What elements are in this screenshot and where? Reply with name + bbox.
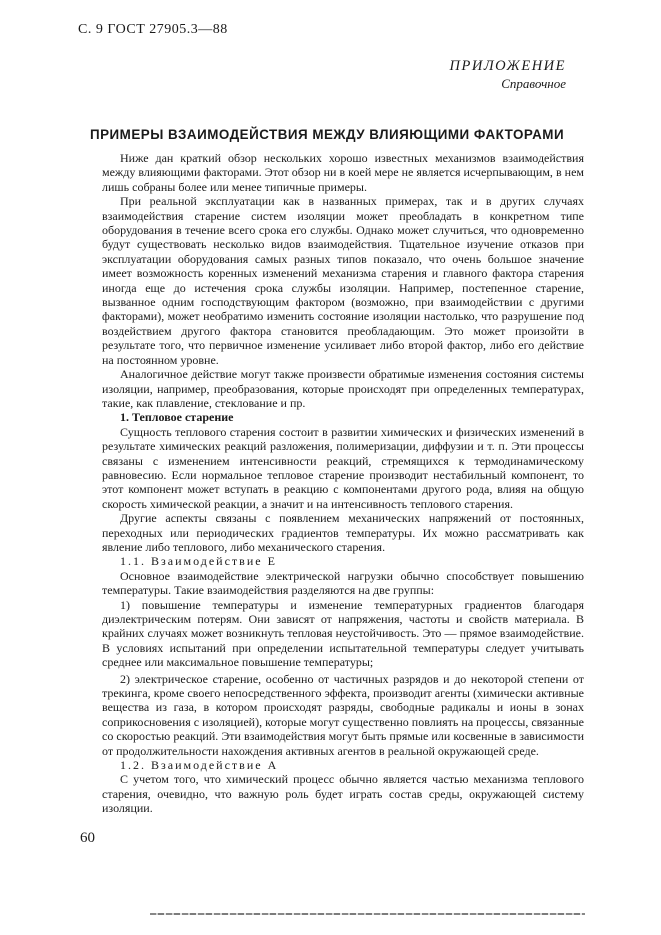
- appendix-subtitle: Справочное: [501, 76, 566, 91]
- appendix-title: ПРИЛОЖЕНИЕ: [449, 58, 566, 74]
- heading-thermal-aging: 1. Тепловое старение: [120, 410, 234, 425]
- section-title: ПРИМЕРЫ ВЗАИМОДЕЙСТВИЯ МЕЖДУ ВЛИЯЮЩИМИ ФАКТОРАМИ: [90, 127, 565, 142]
- paragraph-mechanical-aspects: Другие аспекты связаны с появлением механических напряжений от постоянных, переходных или периодических градиентов температуры. Их можно рассматривать как явление либо теплового, либо механического старения.: [102, 511, 584, 554]
- paragraph-operation: При реальной эксплуатации как в названных примерах, так и в других случаях взаимодействия старение систем изоляции может преобладать в конкретном типе оборудования в течение всего срока его службы. Однако может случиться, что одновременно будут существовать несколько видов взаимодействия. Тщательное изучение отказов при эксплуатации оборудования самых разных типов показало, что очень большое значение имеет возможность коренных изменений механизма старения и главного фактора старения иногда еще до истечения срока службы изоляции. Например, постепенное старение, вызванное одним господствующим фактором (возможно, при взаимодействии с другими факторами), может необратимо изменить состояние изоляции настолько, что разрушение под воздействием другого фактора становится преобладающим. Это может произойти в результате того, что первичное изменение усиливает либо второй фактор, либо его действие на постоянном уровне.: [102, 194, 584, 367]
- scan-artifact-rule: [150, 913, 585, 915]
- body-text: [102, 151, 584, 816]
- paragraph-group-2: 2) электрическое старение, особенно от частичных разрядов и до некоторой степени от трекинга, кроме своего непосредственного эффекта, производит агенты (химически активные вещества из газа, в котором происходят разряды, свободные радикалы и ионы в зонах соприкосновения с изоляцией), которые могут существенно повлиять на процессы, связанные со скоростью реакций. Эти взаимодействия могут быть прямые или косвенные в зависимости от продолжительности нахождения активных агентов в реальной окружающей среде.: [102, 671, 584, 758]
- paragraph-group-1: 1) повышение температуры и изменение температурных градиентов благодаря диэлектрическим потерям. Они зависят от напряжения, частоты и свойств материала. В крайних случаях может возникнуть тепловая неустойчивость. Это — прямое взаимодействие. В условиях испытаний при определении испытательной температуры следует учитывать среднее или максимальное повышение температуры;: [102, 597, 584, 670]
- paragraph-chemical-process: С учетом того, что химический процесс обычно является частью механизма теплового старения, очевидно, что важную роль будет играть состав среды, окружающей систему изоляции.: [102, 772, 584, 816]
- paragraph-intro: Ниже дан краткий обзор нескольких хорошо известных механизмов взаимодействия между влияющими факторами. Этот обзор ни в коей мере не является исчерпывающим, в нем лишь собраны более или менее типичные примеры.: [102, 151, 584, 194]
- heading-interaction-a: 1.2. Взаимодействие А: [120, 758, 279, 773]
- paragraph-reversible: Аналогичное действие могут также произвести обратимые изменения состояния системы изоляции, например, преобразования, которые происходят при определенных температурах, такие, как плавление, стеклование и пр.: [102, 367, 584, 410]
- paragraph-electrical-load: Основное взаимодействие электрической нагрузки обычно способствует повышению температуры. Такие взаимодействия разделяются на две группы:: [102, 568, 584, 598]
- heading-interaction-e: 1.1. Взаимодействие Е: [120, 554, 277, 569]
- appendix-label: [450, 58, 566, 92]
- page-number: 60: [80, 830, 95, 846]
- paragraph-thermal-essence: Сущность теплового старения состоит в развитии химических и физических изменений в результате химических реакций разложения, полимеризации, диффузии и т. п. Эти процессы связаны с изменением интенсивности реакций, стремящихся к термодинамическому равновесию. Если нормальное тепловое старение производит нестабильный компонент, то этот компонент может вступать в реакцию с компонентами другого рода, влияя на общую скорость химической реакции, а значит и на интенсивность теплового старения.: [102, 424, 584, 511]
- standard-reference: С. 9 ГОСТ 27905.3—88: [78, 22, 228, 37]
